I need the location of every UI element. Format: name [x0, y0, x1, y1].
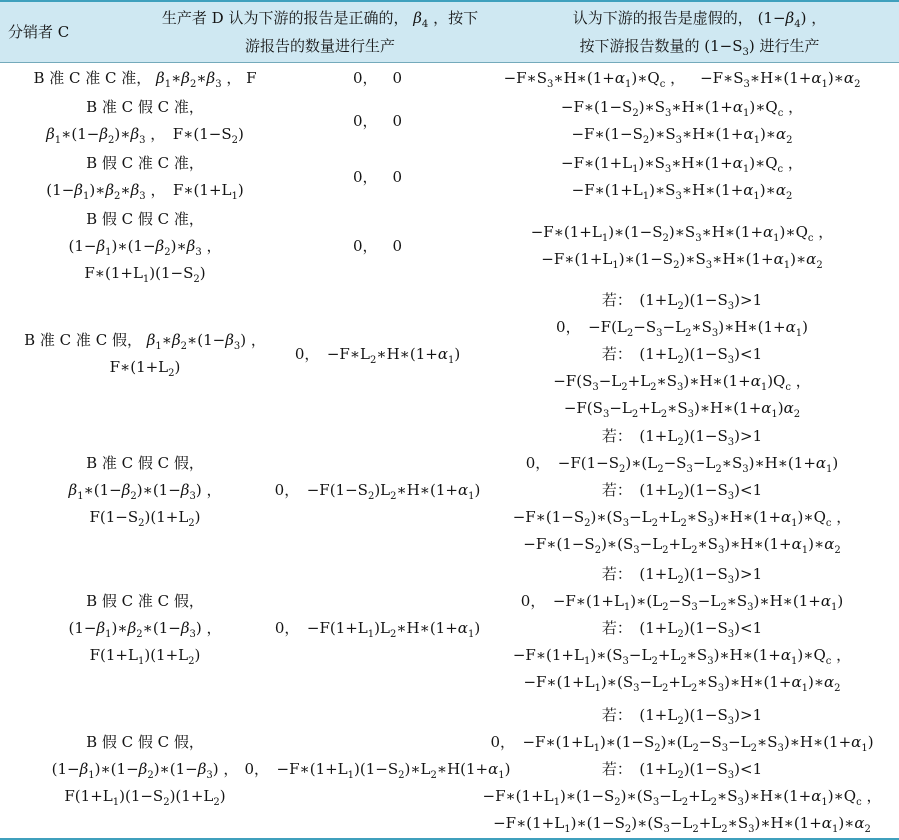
- scenario-cell: [0, 421, 290, 559]
- formula-line: 若： $(1+L_2)(1-S_3)>1$: [601, 565, 763, 586]
- table-row-5: [0, 287, 899, 421]
- payoff-correct-cell: [244, 698, 511, 840]
- payoff-false-cell: [465, 149, 899, 205]
- payoff-correct-cell: [290, 93, 465, 149]
- formula-line: $-F∗(1+L_1)∗(1-S_2)∗S_3∗H∗(1+\alpha_1)∗\alpha_2$: [541, 250, 823, 271]
- formula-line: $-F∗S_3∗H∗(1+\alpha_1)∗Q_c$ ， $-F∗S_3∗H∗(1+\alpha_1)∗\alpha_2$: [503, 68, 861, 90]
- formula-line: $(1-\beta_1)∗(1-\beta_2)∗(1-\beta_3)$ ，: [51, 759, 239, 781]
- formula-line: $F(1+L_1)(1+L_2)$: [89, 646, 201, 667]
- formula-line: 0， 0: [352, 111, 403, 130]
- formula-line: $-F∗(1+L_1)∗S_3∗H∗(1+\alpha_1)∗\alpha_2$: [571, 181, 793, 202]
- table-row-1: [0, 63, 899, 93]
- scenario-cell: [0, 63, 290, 93]
- header-producer-believes-false: [500, 2, 899, 62]
- payoff-correct-cell: [274, 421, 481, 559]
- payoff-correct-cell: [290, 205, 465, 287]
- formula-line: 若： $(1+L_2)(1-S_3)>1$: [601, 426, 763, 448]
- formula-line: 0， 0: [352, 68, 403, 87]
- payoff-correct-cell: [290, 149, 465, 205]
- formula-line: $\beta_1∗(1-\beta_2)∗\beta_3$ ， $F∗(1-S_2)$: [46, 125, 244, 146]
- formula-line: B 假 C 假 C 假，: [86, 732, 204, 751]
- formula-line: 0， $-F∗(1+L_1)∗(L_2-S_3-L_2∗S_3)∗H∗(1+\alpha_1)$: [520, 592, 844, 613]
- formula-line: B 假 C 准 C 假，: [86, 592, 204, 610]
- formula-line: B 准 C 假 C 假，: [86, 453, 204, 472]
- scenario-cell: [0, 149, 290, 205]
- table-row-3: [0, 149, 899, 205]
- formula-line: $-F∗(1+L_1)∗(S_3-L_2+L_2∗S_3)∗H∗(1+\alpha_1)∗\alpha_2$: [523, 673, 841, 694]
- header-line: 游报告的数量进行生产: [244, 37, 395, 55]
- table-body: [0, 63, 899, 840]
- table-row-4: [0, 205, 899, 287]
- payoff-false-cell: [465, 63, 899, 93]
- table-row-8: [0, 698, 899, 840]
- payoff-correct-cell: [290, 63, 465, 93]
- formula-line: $(1-\beta_1)∗\beta_2∗\beta_3$ ， $F∗(1+L_1)$: [46, 181, 244, 202]
- payoff-correct-cell: [274, 559, 481, 698]
- payoff-false-cell: [465, 287, 899, 421]
- formula-line: B 假 C 准 C 准，: [86, 154, 204, 172]
- header-line: 认为下游的报告是虚假的， $(1-\beta_4)$ ，: [572, 9, 827, 30]
- header-producer-believes-correct: [140, 2, 500, 62]
- payoff-false-cell: [465, 559, 899, 698]
- scenario-cell: [0, 205, 290, 287]
- payoff-false-cell: [465, 698, 899, 840]
- header-line: 生产者 D 认为下游的报告是正确的， $\beta_4$ ，按下: [161, 9, 479, 30]
- formula-line: $\beta_1∗(1-\beta_2)∗(1-\beta_3)$ ，: [68, 480, 222, 502]
- formula-line: 若： $(1+L_2)(1-S_3)>1$: [601, 705, 763, 727]
- formula-line: $-F∗(1-S_2)∗(S_3-L_2+L_2∗S_3)∗H∗(1+\alpha_1)∗\alpha_2$: [523, 534, 841, 556]
- formula-line: $F(1+L_1)(1-S_2)(1+L_2)$: [64, 786, 226, 808]
- formula-line: $(1-\beta_1)∗\beta_2∗(1-\beta_3)$ ，: [68, 619, 222, 640]
- formula-line: 0， $-F(1-S_2)∗(L_2-S_3-L_2∗S_3)∗H∗(1+\alpha_1)$: [525, 453, 839, 475]
- header-distributor-c: [0, 2, 140, 62]
- formula-line: $-F∗(1+L_1)∗(S_3-L_2+L_2∗S_3)∗H∗(1+\alpha_1)∗Q_c$ ，: [512, 646, 852, 667]
- formula-line: $F∗(1+L_2)$: [109, 358, 181, 379]
- formula-line: $-F∗(1+L_1)∗(1-S_2)∗(S_3-L_2+L_2∗S_3)∗H∗(1+\alpha_1)∗\alpha_2$: [493, 813, 871, 835]
- payoff-false-cell: [465, 93, 899, 149]
- payoff-correct-cell: [290, 287, 465, 421]
- formula-line: $F(1-S_2)(1+L_2)$: [89, 507, 201, 529]
- header-line: 分销者 C: [8, 23, 70, 41]
- formula-line: $-F∗(1+L_1)∗S_3∗H∗(1+\alpha_1)∗Q_c$ ，: [561, 154, 803, 175]
- payoff-false-cell: [465, 421, 899, 559]
- formula-line: 0， $-F(L_2-S_3-L_2∗S_3)∗H∗(1+\alpha_1)$: [556, 317, 808, 339]
- table-row-2: [0, 93, 899, 149]
- formula-line: $-F∗(1-S_2)∗(S_3-L_2+L_2∗S_3)∗H∗(1+\alpha_1)∗Q_c$ ，: [512, 507, 852, 529]
- formula-line: 0， 0: [352, 236, 403, 255]
- scenario-cell: [0, 287, 290, 421]
- scenario-cell: [0, 93, 290, 149]
- scenario-cell: [0, 559, 290, 698]
- formula-line: B 准 C 准 C 准， $\beta_1∗\beta_2∗\beta_3$ ， F: [33, 68, 257, 90]
- formula-line: $-F∗(1+L_1)∗(1-S_2)∗S_3∗H∗(1+\alpha_1)∗Q_c$ ，: [530, 223, 834, 244]
- formula-line: 若： $(1+L_2)(1-S_3)<1$: [601, 619, 763, 640]
- formula-line: $F∗(1+L_1)(1-S_2)$: [84, 263, 206, 285]
- formula-line: 若： $(1+L_2)(1-S_3)<1$: [601, 759, 763, 781]
- formula-line: B 假 C 假 C 准，: [86, 209, 204, 228]
- formula-line: $-F(S_3-L_2+L_2∗S_3)∗H∗(1+\alpha_1)\alpha_2$: [563, 398, 801, 420]
- formula-line: $(1-\beta_1)∗(1-\beta_2)∗\beta_3$ ，: [68, 236, 222, 258]
- formula-line: $-F∗(1-S_2)∗S_3∗H∗(1+\alpha_1)∗Q_c$ ，: [560, 98, 804, 119]
- formula-line: B 准 C 假 C 准，: [86, 98, 204, 116]
- formula-line: 0， $-F(1+L_1)L_2∗H∗(1+\alpha_1)$: [274, 619, 481, 640]
- formula-line: 0， $-F(1-S_2)L_2∗H∗(1+\alpha_1)$: [274, 480, 481, 502]
- table-row-6: [0, 421, 899, 559]
- formula-line: $-F∗(1+L_1)∗(1-S_2)∗(S_3-L_2+L_2∗S_3)∗H∗(1+\alpha_1)∗Q_c$ ，: [482, 786, 882, 808]
- formula-line: 0， $-F∗L_2∗H∗(1+\alpha_1)$: [294, 344, 461, 366]
- formula-line: $-F∗(1-S_2)∗S_3∗H∗(1+\alpha_1)∗\alpha_2$: [571, 125, 793, 146]
- formula-line: 0， $-F∗(1+L_1)∗(1-S_2)∗(L_2-S_3-L_2∗S_3)∗H∗(1+\alpha_1)$: [490, 732, 874, 754]
- formula-line: B 准 C 准 C 假， $\beta_1∗\beta_2∗(1-\beta_3)$ ，: [24, 331, 266, 352]
- formula-line: 若： $(1+L_2)(1-S_3)<1$: [601, 344, 763, 366]
- formula-line: $-F(S_3-L_2+L_2∗S_3)∗H∗(1+\alpha_1)Q_c$ ，: [553, 371, 811, 393]
- formula-line: 若： $(1+L_2)(1-S_3)<1$: [601, 480, 763, 502]
- table-row-7: [0, 559, 899, 698]
- formula-line: 0， $-F∗(1+L_1)(1-S_2)∗L_2∗H(1+\alpha_1)$: [244, 759, 511, 781]
- header-line: 按下游报告数量的 $(1-S_3)$ 进行生产: [579, 37, 820, 58]
- formula-line: 若： $(1+L_2)(1-S_3)>1$: [601, 290, 763, 312]
- table-header-row: [0, 2, 899, 63]
- payoff-false-cell: [465, 205, 899, 287]
- formula-line: 0， 0: [352, 167, 403, 186]
